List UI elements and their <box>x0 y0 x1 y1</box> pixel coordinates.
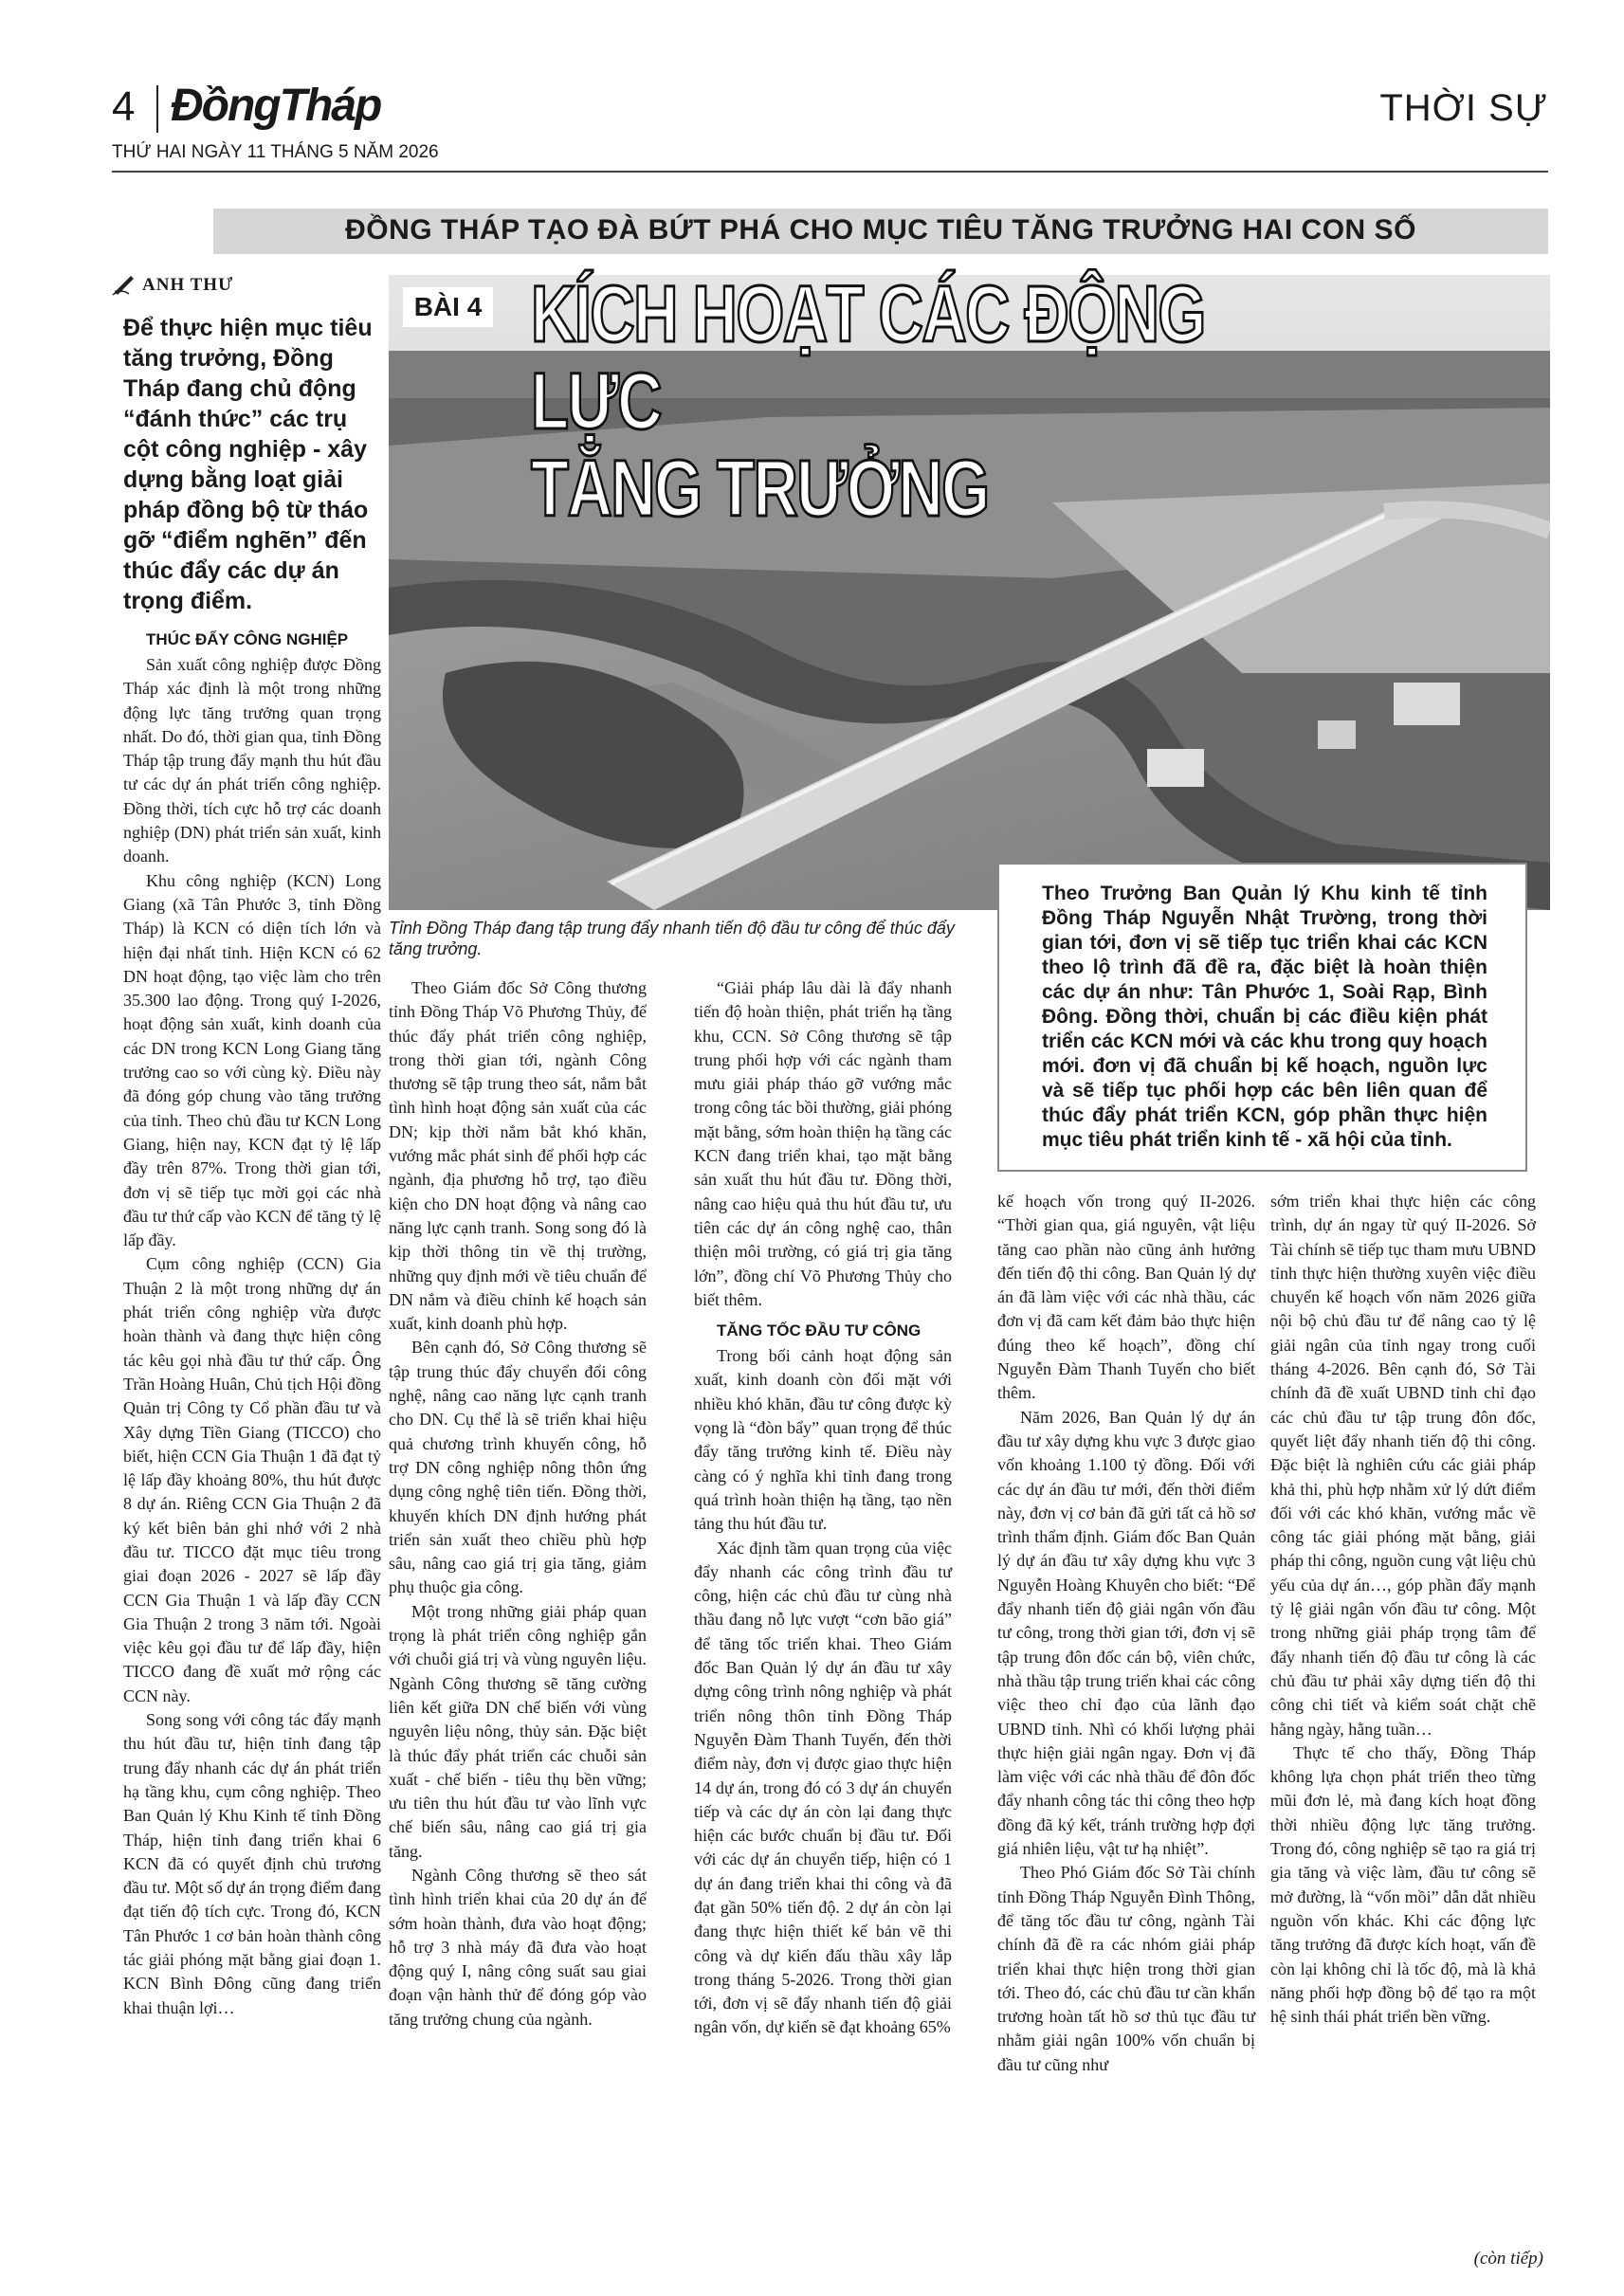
paragraph: Khu công nghiệp (KCN) Long Giang (xã Tân Phước 3, tỉnh Đồng Tháp) là KCN có diện tích lớn và hiện đại nhất tỉnh. Hiện KCN có 62 DN hoạt động, tạo việc làm cho trên 35.300 lao động. Trong quý I-2026, hoạt động sản xuất, kinh doanh của các DN trong KCN Long Giang tăng trưởng cao so với cùng kỳ. Điều này đã đóng góp chung vào tăng trưởng của tỉnh. Theo chủ đầu tư KCN Long Giang, hiện nay, KCN đạt tỷ lệ lấp đầy trên 87%. Trong thời gian tới, đơn vị sẽ tiếp tục mời gọi các nhà đầu tư thứ cấp vào KCN để tăng tỷ lệ lấp đầy. <box>123 870 381 1250</box>
masthead-logo: ĐồngTháp <box>171 81 381 131</box>
paragraph: Cụm công nghiệp (CCN) Gia Thuận 2 là một trong những dự án phát triển công nghiệp vừa được hoàn thành và đang thực hiện công tác kêu gọi nhà đầu tư thứ cấp. Ông Trần Hoàng Huân, Chủ tịch Hội đồng Quản trị Công ty Cổ phần đầu tư và Xây dựng Tiền Giang (TICCO) cho biết, hiện CCN Gia Thuận 1 đã đạt tỷ lệ lấp đầy khoảng 80%, thu hút được 8 dự án. Riêng CCN Gia Thuận 2 đã ký kết biên bản ghi nhớ với 2 nhà đầu tư. TICCO đặt mục tiêu trong giai đoạn 2026 - 2027 sẽ lấp đầy CCN Gia Thuận 1 và lấp đầy CCN Gia Thuận 2 trong 3 năm tới. Ngoài việc kêu gọi đầu tư để lấp đầy, hiện TICCO đang đề xuất mở rộng các CCN này. <box>123 1254 381 1705</box>
article-column-1 <box>123 630 381 2020</box>
paragraph: Song song với công tác đẩy mạnh thu hút đầu tư, hiện tỉnh đang tập trung đẩy nhanh các dự án phát triển hạ tầng khu, cụm công nghiệp. Theo Ban Quản lý Khu Kinh tế tỉnh Đồng Tháp, hiện tỉnh đang triển khai 6 KCN đã có quyết định chủ trương đầu tư. Một số dự án trọng điểm đang đạt tiến độ tích cực. Trong đó, KCN Tân Phước 1 cơ bản hoàn thành công tác giải phóng mặt bằng giai đoạn 1. KCN Bình Đông cũng đang triển khai thuận lợi… <box>123 1710 381 2017</box>
paragraph: sớm triển khai thực hiện các công trình, dự án ngay từ quý II-2026. Sở Tài chính sẽ tiếp tục tham mưu UBND tỉnh thực hiện thường xuyên việc điều chuyển kế hoạch vốn năm 2026 giữa nội bộ chủ đầu tư để nâng cao tỷ lệ giải ngân của tỉnh ngay trong cuối tháng 4-2026. Bên cạnh đó, Sở Tài chính đã đề xuất UBND tỉnh chỉ đạo các chủ đầu tư tập trung đôn đốc, quyết liệt đẩy nhanh tiến độ thi công. Đặc biệt là nghiên cứu các giải pháp khả thi, phù hợp nhằm xử lý dứt điểm đối với các khó khăn, vướng mắc về công tác giải phóng mặt bằng, giải pháp thi công, nguồn cung vật liệu chủ yếu của dự án…, góp phần đẩy mạnh tỷ lệ giải ngân vốn đầu tư công. Một trong những giải pháp trọng tâm để đẩy nhanh tiến độ đầu tư công là các chủ đầu tư phải xây dựng tiến độ thi công chi tiết và kiểm soát chặt chẽ hằng ngày, hằng tuần… <box>1270 1192 1536 1739</box>
photo-caption: Tỉnh Đồng Tháp đang tập trung đẩy nhanh tiến độ đầu tư công để thúc đẩy tăng trưởng. <box>389 919 955 958</box>
section-name: THỜI SỰ <box>1379 87 1548 129</box>
lede: Để thực hiện mục tiêu tăng trưởng, Đồng Tháp đang chủ động “đánh thức” các trụ cột công nghiệp - xây dựng bằng loạt giải pháp đồng bộ từ tháo gỡ “điểm nghẽn” đến thúc đẩy các dự án trọng điểm. <box>123 315 373 614</box>
header-rule <box>112 171 1548 173</box>
continued-note: (còn tiếp) <box>1473 2249 1543 2269</box>
paragraph: Theo Phó Giám đốc Sở Tài chính tỉnh Đồng Tháp Nguyễn Đình Thông, để tăng tốc đầu tư công, ngành Tài chính đã đề ra các nhóm giải pháp triển khai thực hiện trong thời gian tới. Theo đó, các chủ đầu tư cần khẩn trương hoàn tất hồ sơ thủ tục đầu tư nhằm giải ngân 100% vốn chuẩn bị đầu tư cũng như <box>997 1863 1255 2074</box>
headline: KÍCH HOẠT CÁC ĐỘNG LỰC TĂNG TRƯỞNG <box>531 269 1205 533</box>
paragraph: kế hoạch vốn trong quý II-2026. “Thời gian qua, giá nguyên, vật liệu tăng cao phần nào cũng ảnh hưởng đến tiến độ thi công. Ban Quản lý dự án đã làm việc với các nhà thầu, các đơn vị đã cam kết đảm bảo thực hiện đúng theo kế hoạch”, đồng chí Nguyễn Đàm Thanh Tuyến cho biết thêm. <box>997 1192 1255 1403</box>
article-column-2 <box>389 976 647 2032</box>
article-column-4 <box>997 1190 1255 2077</box>
paragraph: “Giải pháp lâu dài là đẩy nhanh tiến độ hoàn thiện, phát triển hạ tầng khu, CCN. Sở Công thương sẽ tập trung phối hợp với các ngành tham mưu giải pháp tháo gỡ vướng mắc trong công tác bồi thường, giải phóng mặt bằng, sớm hoàn thiện hạ tầng các KCN đang triển khai, tạo mặt bằng sản xuất thu hút đầu tư. Đồng thời, nâng cao hiệu quả thu hút đầu tư, ưu tiên các dự án công nghệ cao, thân thiện môi trường, có giá trị gia tăng lớn”, đồng chí Võ Phương Thủy cho biết thêm. <box>694 978 952 1309</box>
paragraph: Bên cạnh đó, Sở Công thương sẽ tập trung thúc đẩy chuyển đổi công nghệ, nâng cao năng lực cạnh tranh cho DN. Cụ thể là sẽ triển khai hiệu quả chương trình khuyến công, hỗ trợ DN công nghiệp nông thôn ứng dụng công nghệ tiên tiến. Đồng thời, khuyến khích DN định hướng phát triển sản xuất theo chiều phù hợp sâu, nâng cao giá trị gia tăng, giảm phụ thuộc gia công. <box>389 1338 647 1597</box>
paragraph: Xác định tầm quan trọng của việc đẩy nhanh các công trình đầu tư công, hiện các chủ đầu tư cùng nhà thầu đang nỗ lực vượt “cơn bão giá” để tăng tốc triển khai. Theo Giám đốc Ban Quản lý dự án đầu tư xây dựng công trình nông nghiệp và phát triển nông thôn tỉnh Đồng Tháp Nguyễn Đàm Thanh Tuyến, đến thời điểm này, đơn vị được giao thực hiện 14 dự án, trong đó có 3 dự án chuyển tiếp và các dự án còn lại đang thực hiện các bước chuẩn bị đầu tư. Đối với các dự án chuyển tiếp, hiện có 1 dự án đang triển khai thi công và đã đạt gần 50% tiến độ. 2 dự án còn lại đang thực hiện thiết kế bản vẽ thi công và dự kiến đấu thầu xây lắp trong tháng 5-2026. Trong thời gian tới, đơn vị sẽ đẩy nhanh tiến độ giải ngân vốn, dự kiến sẽ đạt khoảng 65% <box>694 1538 952 2037</box>
byline: ANH THƯ <box>142 275 234 295</box>
pull-quote-box: Theo Trưởng Ban Quản lý Khu kinh tế tỉnh Đồng Tháp Nguyễn Nhật Trường, trong thời gian tới, đơn vị sẽ tiếp tục triển khai các KCN theo lộ trình đã đề ra, đặc biệt là hoàn thiện các dự án như: Tân Phước 1, Soài Rạp, Bình Đông. Đồng thời, chuẩn bị các điều kiện phát triển các KCN mới và các khu trong quy hoạch mới. đơn vị đã chuẩn bị kế hoạch, nguồn lực và sẽ tiếp tục phối hợp các bên liên quan để thúc đẩy phát triển KCN, góp phần thực hiện mục tiêu phát triển kinh tế - xã hội của tỉnh. <box>997 863 1527 1172</box>
paragraph: Năm 2026, Ban Quản lý dự án đầu tư xây dựng khu vực 3 được giao vốn khoảng 1.100 tỷ đồng. Đối với các dự án đầu tư mới, đến thời điểm này, đơn vị cơ bản đã gửi tất cả hồ sơ trình thẩm định. Giám đốc Ban Quản lý dự án đầu tư xây dựng khu vực 3 Nguyễn Hoàng Khuyên cho biết: “Để đẩy nhanh tiến độ giải ngân vốn đầu tư công, trong thời gian tới, đơn vị sẽ tập trung đôn đốc cán bộ, viên chức, nhà thầu tập trung triển khai các công việc theo chỉ đạo của lãnh đạo UBND tỉnh. Nhì có khối lượng phải thực hiện giải ngân ngay. Đơn vị đã làm việc với các nhà thầu để đôn đốc đẩy nhanh công tác thi công theo hợp đồng đã ký kết, tránh trường hợp đợi giá nhiên liệu, vật tư hạ nhiệt”. <box>997 1407 1255 1859</box>
paragraph: Ngành Công thương sẽ theo sát tình hình triển khai của 20 dự án để sớm hoàn thành, đưa vào hoạt động; hỗ trợ 3 nhà máy đã đưa vào hoạt động quý I, nâng công suất sau giai đoạn vận hành thử để đóng góp vào tăng trưởng chung của ngành. <box>389 1865 647 2029</box>
subhead-industry: THÚC ĐẨY CÔNG NGHIỆP <box>146 630 349 648</box>
paragraph: Một trong những giải pháp quan trọng là phát triển công nghiệp gắn với chuỗi giá trị và vùng nguyên liệu. Ngành Công thương sẽ tăng cường liên kết giữa DN chế biến với vùng nguyên liệu nông, thủy sản. Đặc biệt là thúc đẩy phát triển các chuỗi sản xuất - chế biến - tiêu thụ bền vững; ưu tiên thu hút đầu tư vào lĩnh vực chế biến sâu, nâng cao giá trị gia tăng. <box>389 1601 647 1861</box>
page-number: 4 <box>112 83 136 130</box>
paragraph: Sản xuất công nghiệp được Đồng Tháp xác định là một trong những động lực tăng trưởng quan trọng nhất. Do đó, thời gian qua, tỉnh Đồng Tháp tập trung đẩy mạnh thu hút đầu tư các dự án phát triển công nghiệp. Đồng thời, tích cực hỗ trợ các doanh nghiệp (DN) phát triển sản xuất, kinh doanh. <box>123 655 381 866</box>
pen-icon <box>112 271 137 296</box>
series-title: ĐỒNG THÁP TẠO ĐÀ BỨT PHÁ CHO MỤC TIÊU TĂNG TRƯỞNG HAI CON SỐ <box>345 214 1416 246</box>
subhead-public-investment: TĂNG TỐC ĐẦU TƯ CÔNG <box>717 1321 921 1340</box>
header-divider <box>156 85 158 133</box>
article-column-5 <box>1270 1190 1536 2029</box>
paragraph: Trong bối cảnh hoạt động sản xuất, kinh doanh còn đối mặt với nhiều khó khăn, đầu tư công được kỳ vọng là “đòn bẩy” quan trọng để thúc đẩy tăng trưởng kinh tế. Điều này càng có ý nghĩa khi tỉnh đang trong quá trình hoàn thiện hạ tầng, tạo nền tảng thu hút đầu tư. <box>694 1346 952 1534</box>
issue-date: THỨ HAI NGÀY 11 THÁNG 5 NĂM 2026 <box>112 142 439 162</box>
article-label: BÀI 4 <box>403 287 493 327</box>
paragraph: Theo Giám đốc Sở Công thương tỉnh Đồng Tháp Võ Phương Thủy, để thúc đẩy phát triển công nghiệp, trong thời gian tới, ngành Công thương sẽ tập trung theo sát, nắm bắt tình hình hoạt động sản xuất của các DN; kịp thời nắm bắt khó khăn, vướng mắc phát sinh để phối hợp các ngành, địa phương hỗ trợ, tạo điều kiện cho DN hoạt động và nâng cao năng lực cạnh tranh. Song song đó là kịp thời thông tin về thị trường, những quy định mới về tiêu chuẩn để DN nắm và điều chỉnh kế hoạch sản xuất, kinh doanh phù hợp. <box>389 978 647 1334</box>
article-column-3 <box>694 976 952 2040</box>
paragraph: Thực tế cho thấy, Đồng Tháp không lựa chọn phát triển theo từng mũi đơn lẻ, mà đang kích hoạt đồng thời nhiều động lực tăng trưởng. Trong đó, công nghiệp sẽ tạo ra giá trị gia tăng và việc làm, đầu tư công sẽ mở đường, là “vốn mồi” dẫn dắt nhiều nguồn vốn khác. Khi các động lực tăng trưởng đã được kích hoạt, vấn đề còn lại không chỉ là tốc độ, mà là khả năng phối hợp đồng bộ để tạo ra một hệ sinh thái phát triển bền vững. <box>1270 1742 1536 2027</box>
